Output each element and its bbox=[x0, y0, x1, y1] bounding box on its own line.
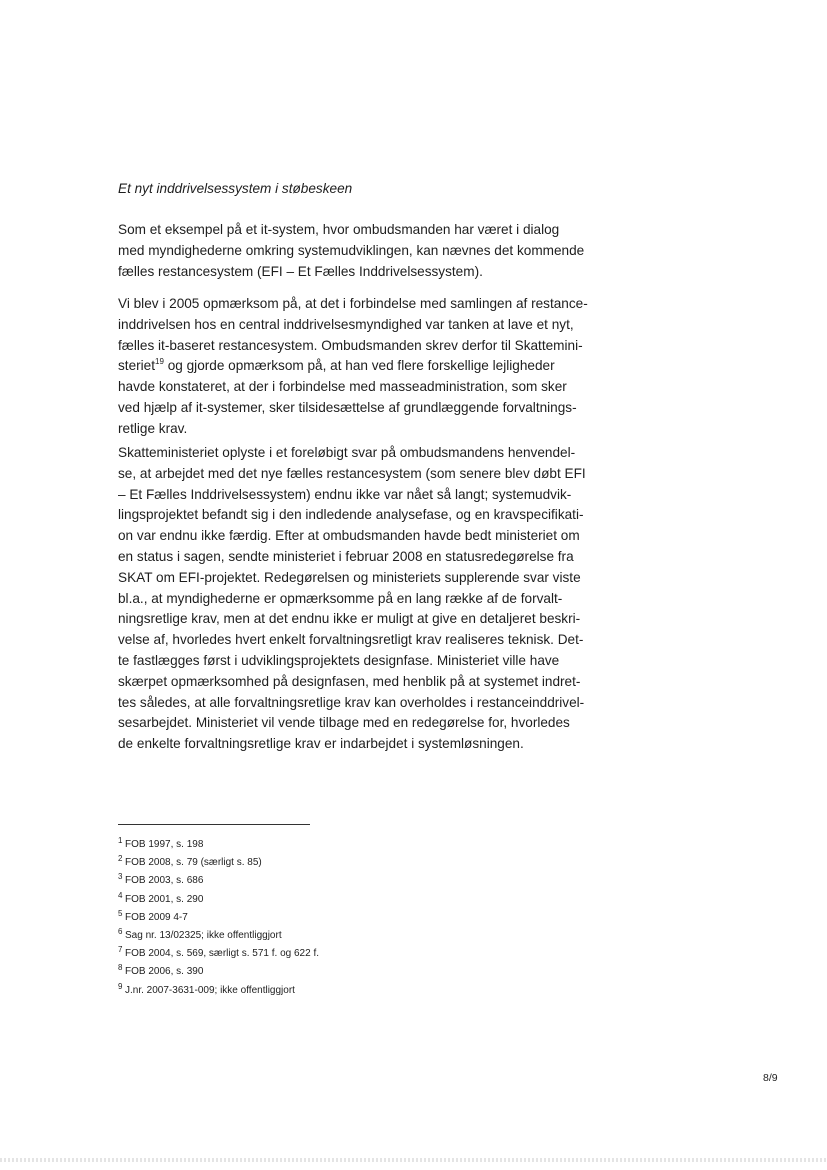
footnote-number: 9 bbox=[118, 981, 123, 991]
footnote-number: 5 bbox=[118, 908, 123, 918]
text-line: inddrivelsen hos en central inddrivelsesmyndighed var tanken at lave et nyt, bbox=[118, 316, 574, 332]
text-line: lingsprojektet befandt sig i den indledende analysefase, og en kravspecifikati- bbox=[118, 507, 584, 523]
text-line: Som et eksempel på et it-system, hvor ombudsmanden har været i dialog bbox=[118, 222, 560, 237]
footnote-text: FOB 1997, s. 198 bbox=[125, 839, 204, 850]
text-line: Skatteministeriet oplyste i et foreløbigt svar på ombudsmandens henvendel- bbox=[118, 445, 576, 460]
text-line: SKAT om EFI-projektet. Redegørelsen og ministeriets supplerende svar viste bbox=[118, 569, 581, 585]
text-line: retlige krav. bbox=[118, 420, 188, 436]
paragraph-1 bbox=[118, 220, 584, 282]
footnote-text: J.nr. 2007-3631-009; ikke offentliggjort bbox=[125, 984, 295, 996]
footnote-text: FOB 2001, s. 290 bbox=[125, 893, 204, 905]
text-line: Vi blev i 2005 opmærksom på, at det i forbindelse med samlingen af restance- bbox=[118, 296, 588, 311]
text-line: ved hjælp af it-systemer, sker tilsidesættelse af grundlæggende forvaltnings- bbox=[118, 399, 577, 415]
footnote-text: FOB 2009 4-7 bbox=[125, 911, 188, 923]
page-number: 8/9 bbox=[763, 1072, 778, 1084]
footnote-number: 2 bbox=[118, 854, 123, 864]
text-line: havde konstateret, at der i forbindelse med masseadministration, som sker bbox=[118, 379, 567, 395]
footnote-list bbox=[118, 832, 319, 996]
footnote bbox=[118, 923, 319, 941]
footnote-number: 1 bbox=[118, 836, 123, 845]
footnote bbox=[118, 941, 319, 959]
footnote-text: FOB 2004, s. 569, særligt s. 571 f. og 622 f. bbox=[125, 948, 319, 960]
footnote-text: Sag nr. 13/02325; ikke offentliggjort bbox=[125, 929, 282, 941]
text-line: sesarbejdet. Ministeriet vil vende tilbage med en redegørelse for, hvorledes bbox=[118, 715, 570, 731]
text-line: skærpet opmærksomhed på designfasen, med henblik på at systemet indret- bbox=[118, 673, 581, 689]
footnote bbox=[118, 850, 319, 868]
section-heading: Et nyt inddrivelsessystem i støbeskeen bbox=[118, 181, 353, 196]
text-line: velse af, hvorledes hvert enkelt forvaltningsretligt krav realiseres teknisk. Det- bbox=[118, 632, 584, 648]
footnote bbox=[118, 832, 319, 850]
footnote bbox=[118, 905, 319, 923]
footnote-number: 4 bbox=[118, 890, 123, 900]
text-line: med myndighederne omkring systemudviklingen, kan nævnes det kommende bbox=[118, 242, 585, 258]
text-line: en status i sagen, sendte ministeriet i februar 2008 en statusredegørelse fra bbox=[118, 548, 574, 564]
text-line: bl.a., at myndighederne er opmærksomme på en lang række af de forvalt- bbox=[118, 590, 563, 606]
text-fragment: og gjorde opmærksom på, at han ved flere forskellige lejligheder bbox=[163, 358, 555, 374]
footnote-number: 6 bbox=[118, 926, 123, 936]
text-line: ningsretlige krav, men at det endnu ikke er muligt at give en detaljeret beskri- bbox=[118, 611, 581, 627]
text-line: fælles it-baseret restancesystem. Ombudsmanden skrev derfor til Skattemini- bbox=[118, 337, 583, 353]
footnote-reference: 19 bbox=[155, 357, 164, 367]
footnote-number: 3 bbox=[118, 872, 123, 882]
text-fragment: steriet bbox=[118, 358, 156, 374]
footnote bbox=[118, 868, 319, 886]
text-line: on var endnu ikke færdig. Efter at ombudsmanden havde bedt ministeriet om bbox=[118, 528, 580, 544]
footnote bbox=[118, 978, 319, 996]
text-line: fælles restancesystem (EFI – Et Fælles Inddrivelsessystem). bbox=[118, 263, 483, 279]
footnote-text: FOB 2003, s. 686 bbox=[125, 875, 204, 887]
footnote-text: FOB 2006, s. 390 bbox=[125, 966, 204, 978]
text-line: – Et Fælles Inddrivelsessystem) endnu ikke var nået så langt; systemudvik- bbox=[118, 486, 572, 502]
scan-edge-artifact bbox=[0, 1158, 827, 1162]
text-line: te fastlægges først i udviklingsprojektets designfase. Ministeriet ville have bbox=[118, 652, 560, 668]
text-line-with-footnote-ref bbox=[118, 356, 588, 377]
paragraph-2 bbox=[118, 294, 588, 440]
text-line: tes således, at alle forvaltningsretlige krav kan overholdes i restanceinddrivel- bbox=[118, 694, 585, 710]
text-line: de enkelte forvaltningsretlige krav er indarbejdet i systemløsningen. bbox=[118, 736, 524, 752]
text-line: se, at arbejdet med det nye fælles restancesystem (som senere blev døbt EFI bbox=[118, 465, 586, 481]
footnote-text: FOB 2008, s. 79 (særligt s. 85) bbox=[125, 857, 262, 869]
footnote-divider bbox=[118, 824, 310, 825]
footnote bbox=[118, 887, 319, 905]
footnote-number: 7 bbox=[118, 945, 123, 955]
footnote bbox=[118, 959, 319, 977]
paragraph-3 bbox=[118, 443, 586, 755]
footnote-number: 8 bbox=[118, 963, 123, 973]
